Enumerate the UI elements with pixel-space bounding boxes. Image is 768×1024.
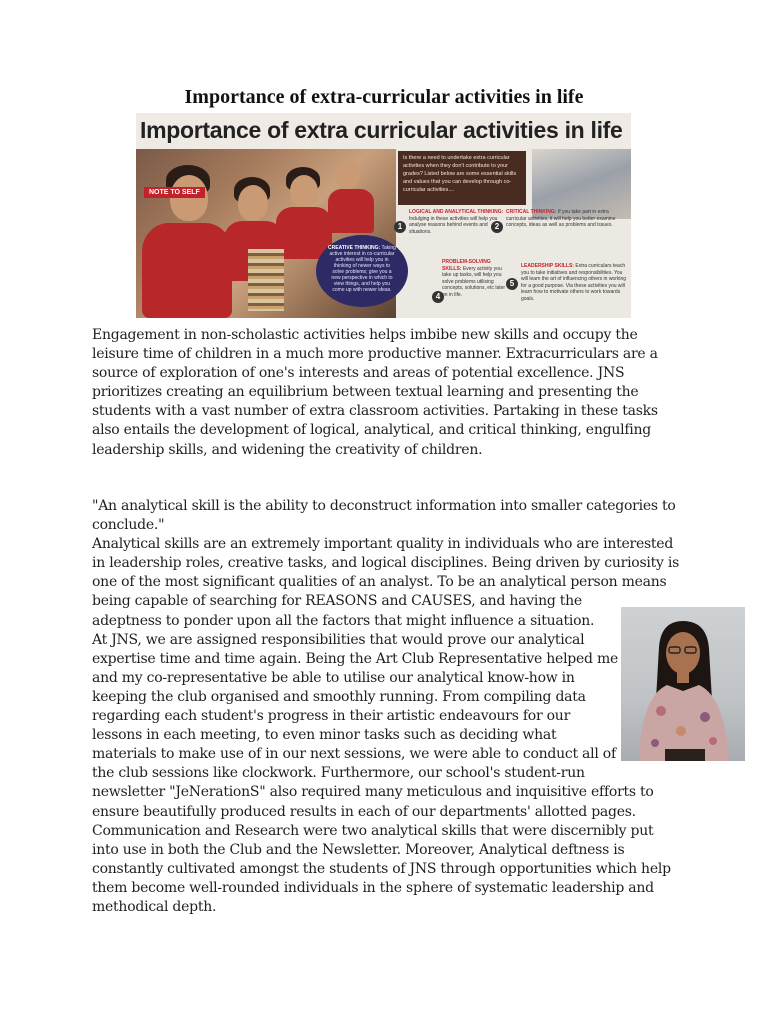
item-number: 1 xyxy=(394,221,406,233)
child-face xyxy=(170,175,208,221)
child-shirt xyxy=(328,189,374,233)
clipping-item-2: CRITICAL THINKING: If you take part in extra curricular activities, it will help you better examine concepts, ideas as well as problems and issues. xyxy=(506,209,616,228)
portrait-figure xyxy=(621,607,745,761)
clipping-item-5: LEADERSHIP SKILLS: Extra curriculars teach you to take initiatives and responsibilities. You will learn the art of influencing others in working for a good purpose. Via these activities you will learn how to motivate others to work towards goals. xyxy=(521,263,627,302)
analytical-skills-paragraph: "An analytical skill is the ability to deconstruct information into smaller categories to conclude." Analytical skills are an extremely important quality in individuals who are interested in leadership roles, creative tasks, and logical disciplines. Being driven by curiosity is one of the most significant qualities of an analyst. To be an analytical person means being capable of searching for REASONS and CAUSES, and having the adeptness to ponder upon all the factors that might influence a situation. At JNS, we are assigned responsibilities that would prove our analytical expertise time and time again. Being the Art Club Representative helped me and my co-representative be able to utilise our analytical know-how in keeping the club organised and smoothly running. From compiling data regarding each student's progress in their artistic endeavours for our lessons in each meeting, to even minor tasks such as deciding what materials to make use of in our next sessions, we were able to conduct all of the club sessions like clockwork. Furthermore, our school's student-run newsletter "JeNerationS" also required many meticulous and inquisitive efforts to ensure beautifully produced results in each of our departments' allotted pages. Communication and Research were two analytical skills that were discernibly put into use in both the Club and the Newsletter. Moreover, Analytical deftness is constantly cultivated amongst the students of JNS through opportunities which help them become well-rounded individuals in the sphere of systematic leadership and methodical depth. xyxy=(92,498,680,915)
child-shirt xyxy=(142,223,232,318)
item-number: 4 xyxy=(432,291,444,303)
creative-thinking-bubble: CREATIVE THINKING: Taking active interest in co-curricular activities will help you in thinking of newer ways to solve problems; give you a new perspective in which to view things, and help you come up with newer ideas. xyxy=(316,235,408,307)
clipping-headline: Importance of extra curricular activities in life xyxy=(136,113,631,149)
item-number: 2 xyxy=(491,221,503,233)
child-face xyxy=(238,185,268,221)
child-face xyxy=(290,175,318,207)
child-face xyxy=(336,161,360,189)
student-portrait-photo xyxy=(621,607,745,761)
clipping-item-4: PROBLEM-SOLVING SKILLS: Every activity you take up tasks, will help you solve problems utilising concepts, solutions, etc later on in life. xyxy=(442,259,506,298)
clipping-intro-box: Is there a need to undertake extra curricular activities when they don't contribute to your grades? Listed below are some essential skills and values that you can develop through co-curricular activities.... xyxy=(398,151,526,205)
note-to-self-tag: NOTE TO SELF xyxy=(144,187,205,198)
item-number: 5 xyxy=(506,278,518,290)
intro-paragraph: Engagement in non-scholastic activities helps imbibe new skills and occupy the leisure time of children in a much more productive manner. Extracurriculars are a source of exploration of one's interests and areas of potential excellence. JNS prioritizes creating an equilibrium between textual learning and presenting the students with a vast number of extra classroom activities. Partaking in these tasks also entails the development of logical, analytical, and critical thinking, engulfing leadership skills, and widening the creativity of children. xyxy=(92,327,658,458)
newspaper-clipping-image xyxy=(136,113,631,318)
clipping-item-1: LOGICAL AND ANALYTICAL THINKING: Indulging in these activities will help you analyse reasons behind events and situations. xyxy=(409,209,504,235)
page-title: Importance of extra-curricular activities in life xyxy=(184,86,584,108)
loom-toy xyxy=(248,249,284,311)
